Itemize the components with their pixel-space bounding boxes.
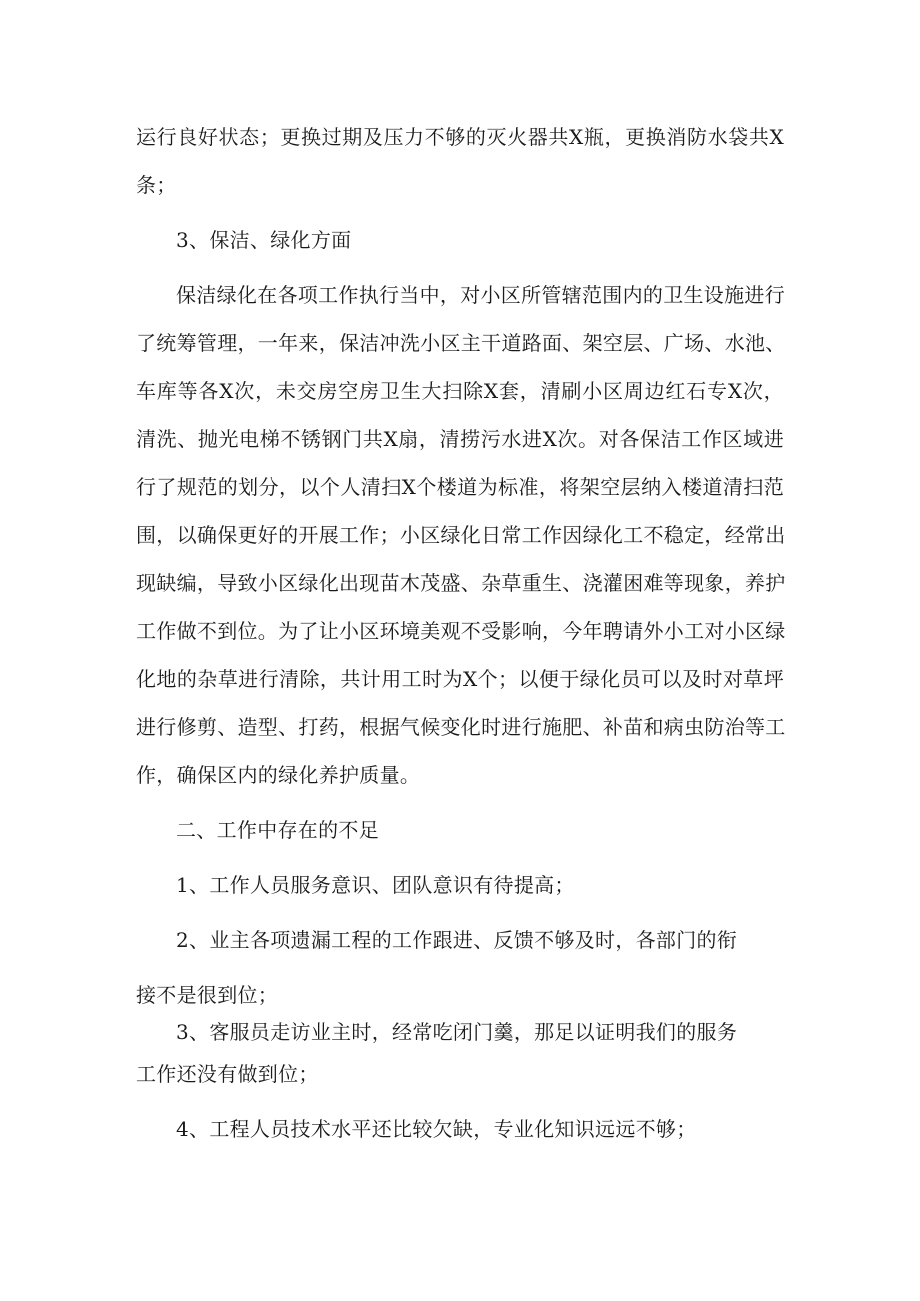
paragraph-line: 车库等各X次，未交房空房卫生大扫除X套，清刷小区周边红石专X次， [136,379,784,403]
list-item-continuation: 接不是很到位； [136,983,279,1007]
paragraph-line: 清洗、抛光电梯不锈钢门共X扇，清捞污水进X次。对各保洁工作区域进 [136,427,784,451]
list-item: 1、工作人员服务意识、团队意识有待提高； [176,873,575,897]
paragraph-line: 进行修剪、造型、打药，根据气候变化时进行施肥、补苗和病虫防治等工 [136,715,786,739]
paragraph-line: 围，以确保更好的开展工作；小区绿化日常工作因绿化工不稳定，经常出 [136,523,786,547]
section-heading: 3、保洁、绿化方面 [176,228,352,252]
paragraph-line: 条； [136,173,177,197]
paragraph-line: 化地的杂草进行清除，共计用工时为X个；以便于绿化员可以及时对草坪 [136,667,784,691]
paragraph-line: 现缺编，导致小区绿化出现苗木茂盛、杂草重生、浇灌困难等现象，养护 [136,571,786,595]
paragraph-line: 保洁绿化在各项工作执行当中，对小区所管辖范围内的卫生设施进行 [176,283,785,307]
part-heading: 二、工作中存在的不足 [176,818,379,842]
list-item: 2、业主各项遗漏工程的工作跟进、反馈不够及时，各部门的衔 [176,928,738,952]
list-item-continuation: 工作还没有做到位； [136,1062,319,1086]
paragraph-line: 作，确保区内的绿化养护质量。 [136,763,421,787]
list-item: 3、客服员走访业主时，经常吃闭门羹，那足以证明我们的服务 [176,1020,738,1044]
paragraph-line: 工作做不到位。为了让小区环境美观不受影响，今年聘请外小工对小区绿 [136,619,786,643]
paragraph-line: 运行良好状态；更换过期及压力不够的灭火器共X瓶，更换消防水袋共X [136,125,784,149]
paragraph-line: 了统筹管理，一年来，保洁冲洗小区主干道路面、架空层、广场、水池、 [136,331,786,355]
list-item: 4、工程人员技术水平还比较欠缺，专业化知识远远不够； [176,1117,697,1141]
paragraph-line: 行了规范的划分，以个人清扫X个楼道为标准，将架空层纳入楼道清扫范 [136,475,784,499]
